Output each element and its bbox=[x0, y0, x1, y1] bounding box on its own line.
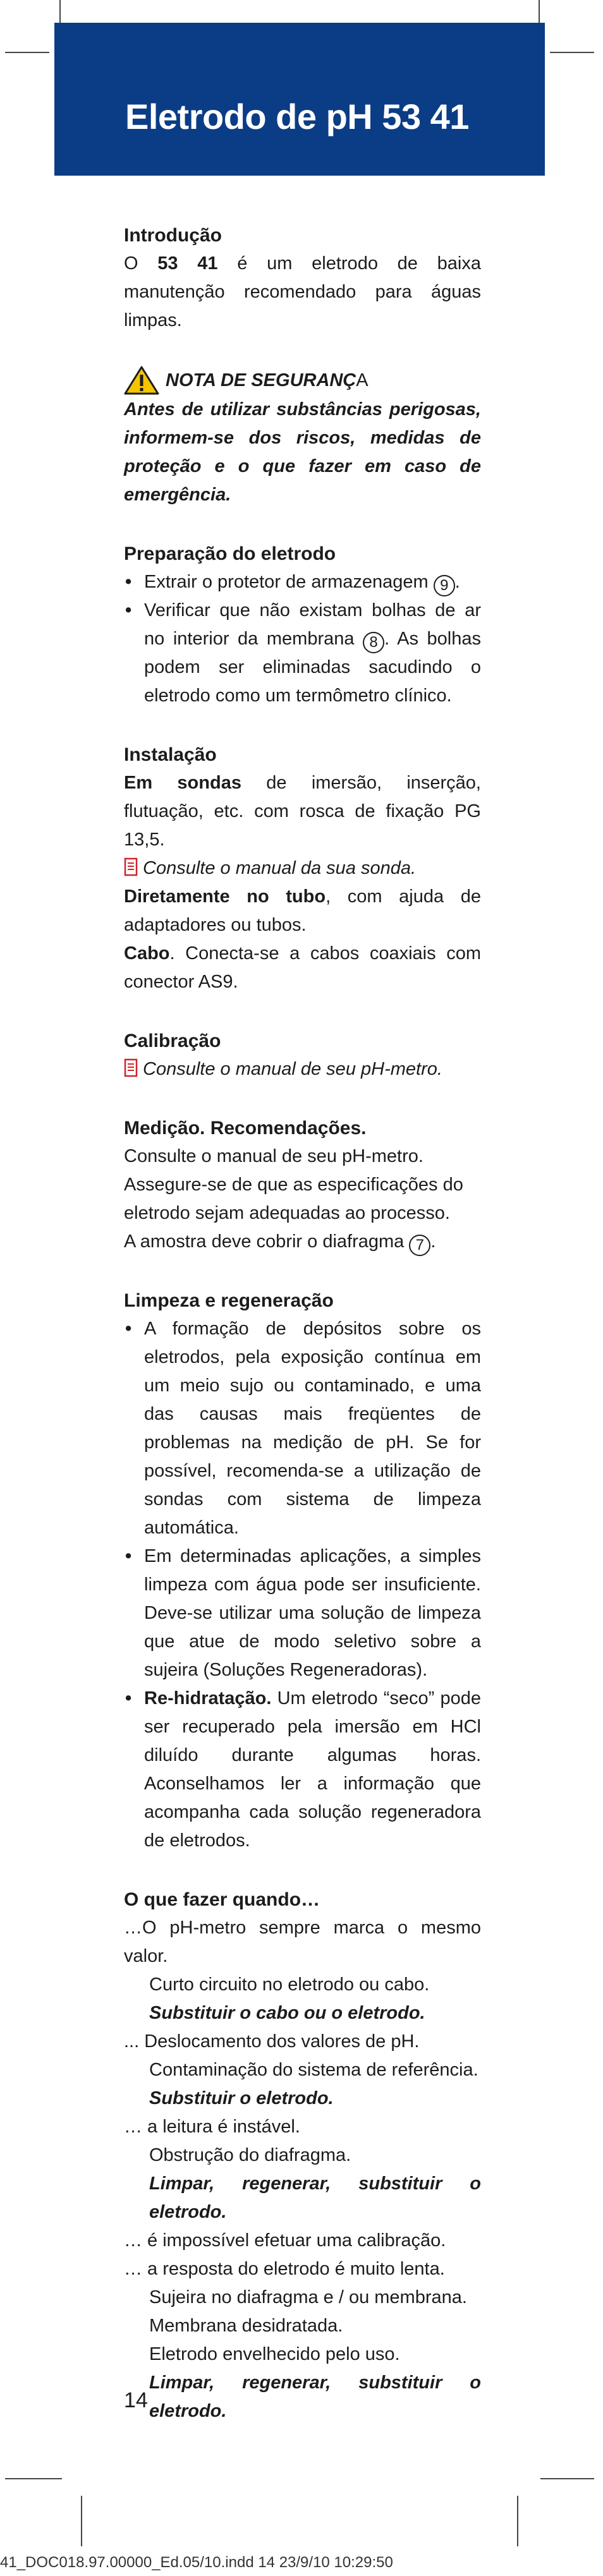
section-heading: Instalação bbox=[124, 744, 217, 765]
intro-text: O 53 41 é um eletrodo de baixa manutenção recomendado para águas limpas. bbox=[124, 253, 481, 330]
preparation-list bbox=[124, 568, 481, 710]
answer: Eletrodo envelhecido pelo uso. bbox=[149, 2344, 400, 2364]
answer: Contaminação do sistema de referência. bbox=[149, 2060, 478, 2080]
section-heading: O que fazer quando… bbox=[124, 1889, 320, 1910]
answer-action: Limpar, regenerar, substituir o eletrodo. bbox=[149, 2174, 481, 2222]
safety-note-body: Antes de utilizar substâncias perigosas, informem-se dos riscos, medidas de proteção e o que fazer em caso de emergência. bbox=[124, 399, 481, 505]
section-measurement bbox=[124, 1114, 481, 1256]
answer-action: Limpar, regenerar, substituir o eletrodo. bbox=[149, 2373, 481, 2421]
answer: Obstrução do diafragma. bbox=[149, 2145, 351, 2165]
crop-mark bbox=[5, 52, 49, 53]
answer: Curto circuito no eletrodo ou cabo. bbox=[149, 1974, 430, 1995]
safety-note-title: NOTA DE SEGURANÇ A bbox=[124, 365, 481, 396]
section-cleaning bbox=[124, 1286, 481, 1855]
installation-cabo: Cabo. Conecta-se a cabos coaxiais com conector AS9. bbox=[124, 943, 481, 992]
list-item: • Extrair o protetor de armazenagem 9 . bbox=[124, 568, 481, 596]
manual-book-icon bbox=[124, 857, 138, 876]
section-safety-note bbox=[124, 365, 481, 509]
question: … é impossível efetuar uma calibração. bbox=[124, 2230, 446, 2251]
crop-mark bbox=[540, 2478, 594, 2479]
crop-mark bbox=[550, 52, 594, 53]
question: …O pH-metro sempre marca o mesmo valor. bbox=[124, 1918, 481, 1966]
section-preparation bbox=[124, 540, 481, 710]
document-body bbox=[124, 221, 481, 2456]
cleaning-list bbox=[124, 1315, 481, 1855]
callout-number: 9 bbox=[434, 575, 455, 596]
section-heading: Medição. Recomendações. bbox=[124, 1118, 367, 1139]
section-calibration bbox=[124, 1027, 481, 1084]
measurement-line: Consulte o manual de seu pH-metro. bbox=[124, 1146, 423, 1166]
callout-number: 7 bbox=[409, 1235, 430, 1256]
section-heading: Introdução bbox=[124, 225, 222, 246]
measurement-line: A amostra deve cobrir o diafragma 7 . bbox=[124, 1228, 481, 1256]
answer: Sujeira no diafragma e / ou membrana. bbox=[149, 2287, 467, 2307]
crop-mark bbox=[517, 2496, 518, 2546]
section-introduction bbox=[124, 221, 481, 335]
section-troubleshooting bbox=[124, 1885, 481, 2426]
callout-number: 8 bbox=[363, 632, 384, 653]
crop-mark bbox=[5, 2478, 62, 2479]
answer-action: Substituir o cabo ou o eletrodo. bbox=[149, 2003, 425, 2023]
answer: Membrana desidratada. bbox=[149, 2316, 343, 2336]
question: … a leitura é instável. bbox=[124, 2117, 300, 2137]
warning-triangle-icon bbox=[124, 365, 159, 396]
section-heading: Calibração bbox=[124, 1031, 221, 1051]
page-number: 14 bbox=[124, 2388, 148, 2412]
list-item: • Re-hidratação. Um eletrodo “seco” pode ser recuperado pela imersão em HCl diluído durante algumas horas. Aconselhamos ler a informação que acompanha cada solução regeneradora de eletrodos. bbox=[124, 1684, 481, 1855]
list-item: • A formação de depósitos sobre os eletrodos, pela exposição contínua em um meio sujo ou contaminado, e uma das causas mais freqüentes de problemas na medição de pH. Se for possível, recomenda-se a utilização de sondas com sistema de limpeza automática. bbox=[124, 1315, 481, 1542]
section-heading: Preparação do eletrodo bbox=[124, 543, 336, 564]
page-title: Eletrodo de pH 53 41 bbox=[125, 97, 469, 136]
title-banner bbox=[54, 23, 545, 176]
question: ... Deslocamento dos valores de pH. bbox=[124, 2031, 420, 2052]
calibration-ref: Consulte o manual de seu pH-metro. bbox=[124, 1055, 481, 1084]
print-slug: 41_DOC018.97.00000_Ed.05/10.indd 14 23/9/10 10:29:50 bbox=[0, 2554, 393, 2571]
section-heading: Limpeza e regeneração bbox=[124, 1290, 334, 1311]
section-installation bbox=[124, 741, 481, 996]
question: … a resposta do eletrodo é muito lenta. bbox=[124, 2259, 445, 2279]
list-item: • Em determinadas aplicações, a simples limpeza com água pode ser insuficiente. Deve-se utilizar uma solução de limpeza que atue de modo seletivo sobre a sujeira (Soluções Regeneradoras). bbox=[124, 1542, 481, 1684]
installation-sondas: Em sondas de imersão, inserção, flutuação, etc. com rosca de fixação PG 13,5. bbox=[124, 773, 481, 850]
answer-action: Substituir o eletrodo. bbox=[149, 2088, 334, 2108]
installation-tubo: Diretamente no tubo, com ajuda de adaptadores ou tubos. bbox=[124, 886, 481, 935]
installation-sondas-ref: Consulte o manual da sua sonda. bbox=[124, 854, 481, 883]
manual-book-icon bbox=[124, 1058, 138, 1077]
list-item: • Verificar que não existam bolhas de ar no interior da membrana 8 . As bolhas podem ser eliminadas sacudindo o eletrodo como um termômetro clínico. bbox=[124, 596, 481, 710]
measurement-line: Assegure-se de que as especificações do eletrodo sejam adequadas ao processo. bbox=[124, 1175, 463, 1223]
crop-mark bbox=[81, 2496, 82, 2546]
product-code: 53 41 bbox=[157, 253, 218, 274]
